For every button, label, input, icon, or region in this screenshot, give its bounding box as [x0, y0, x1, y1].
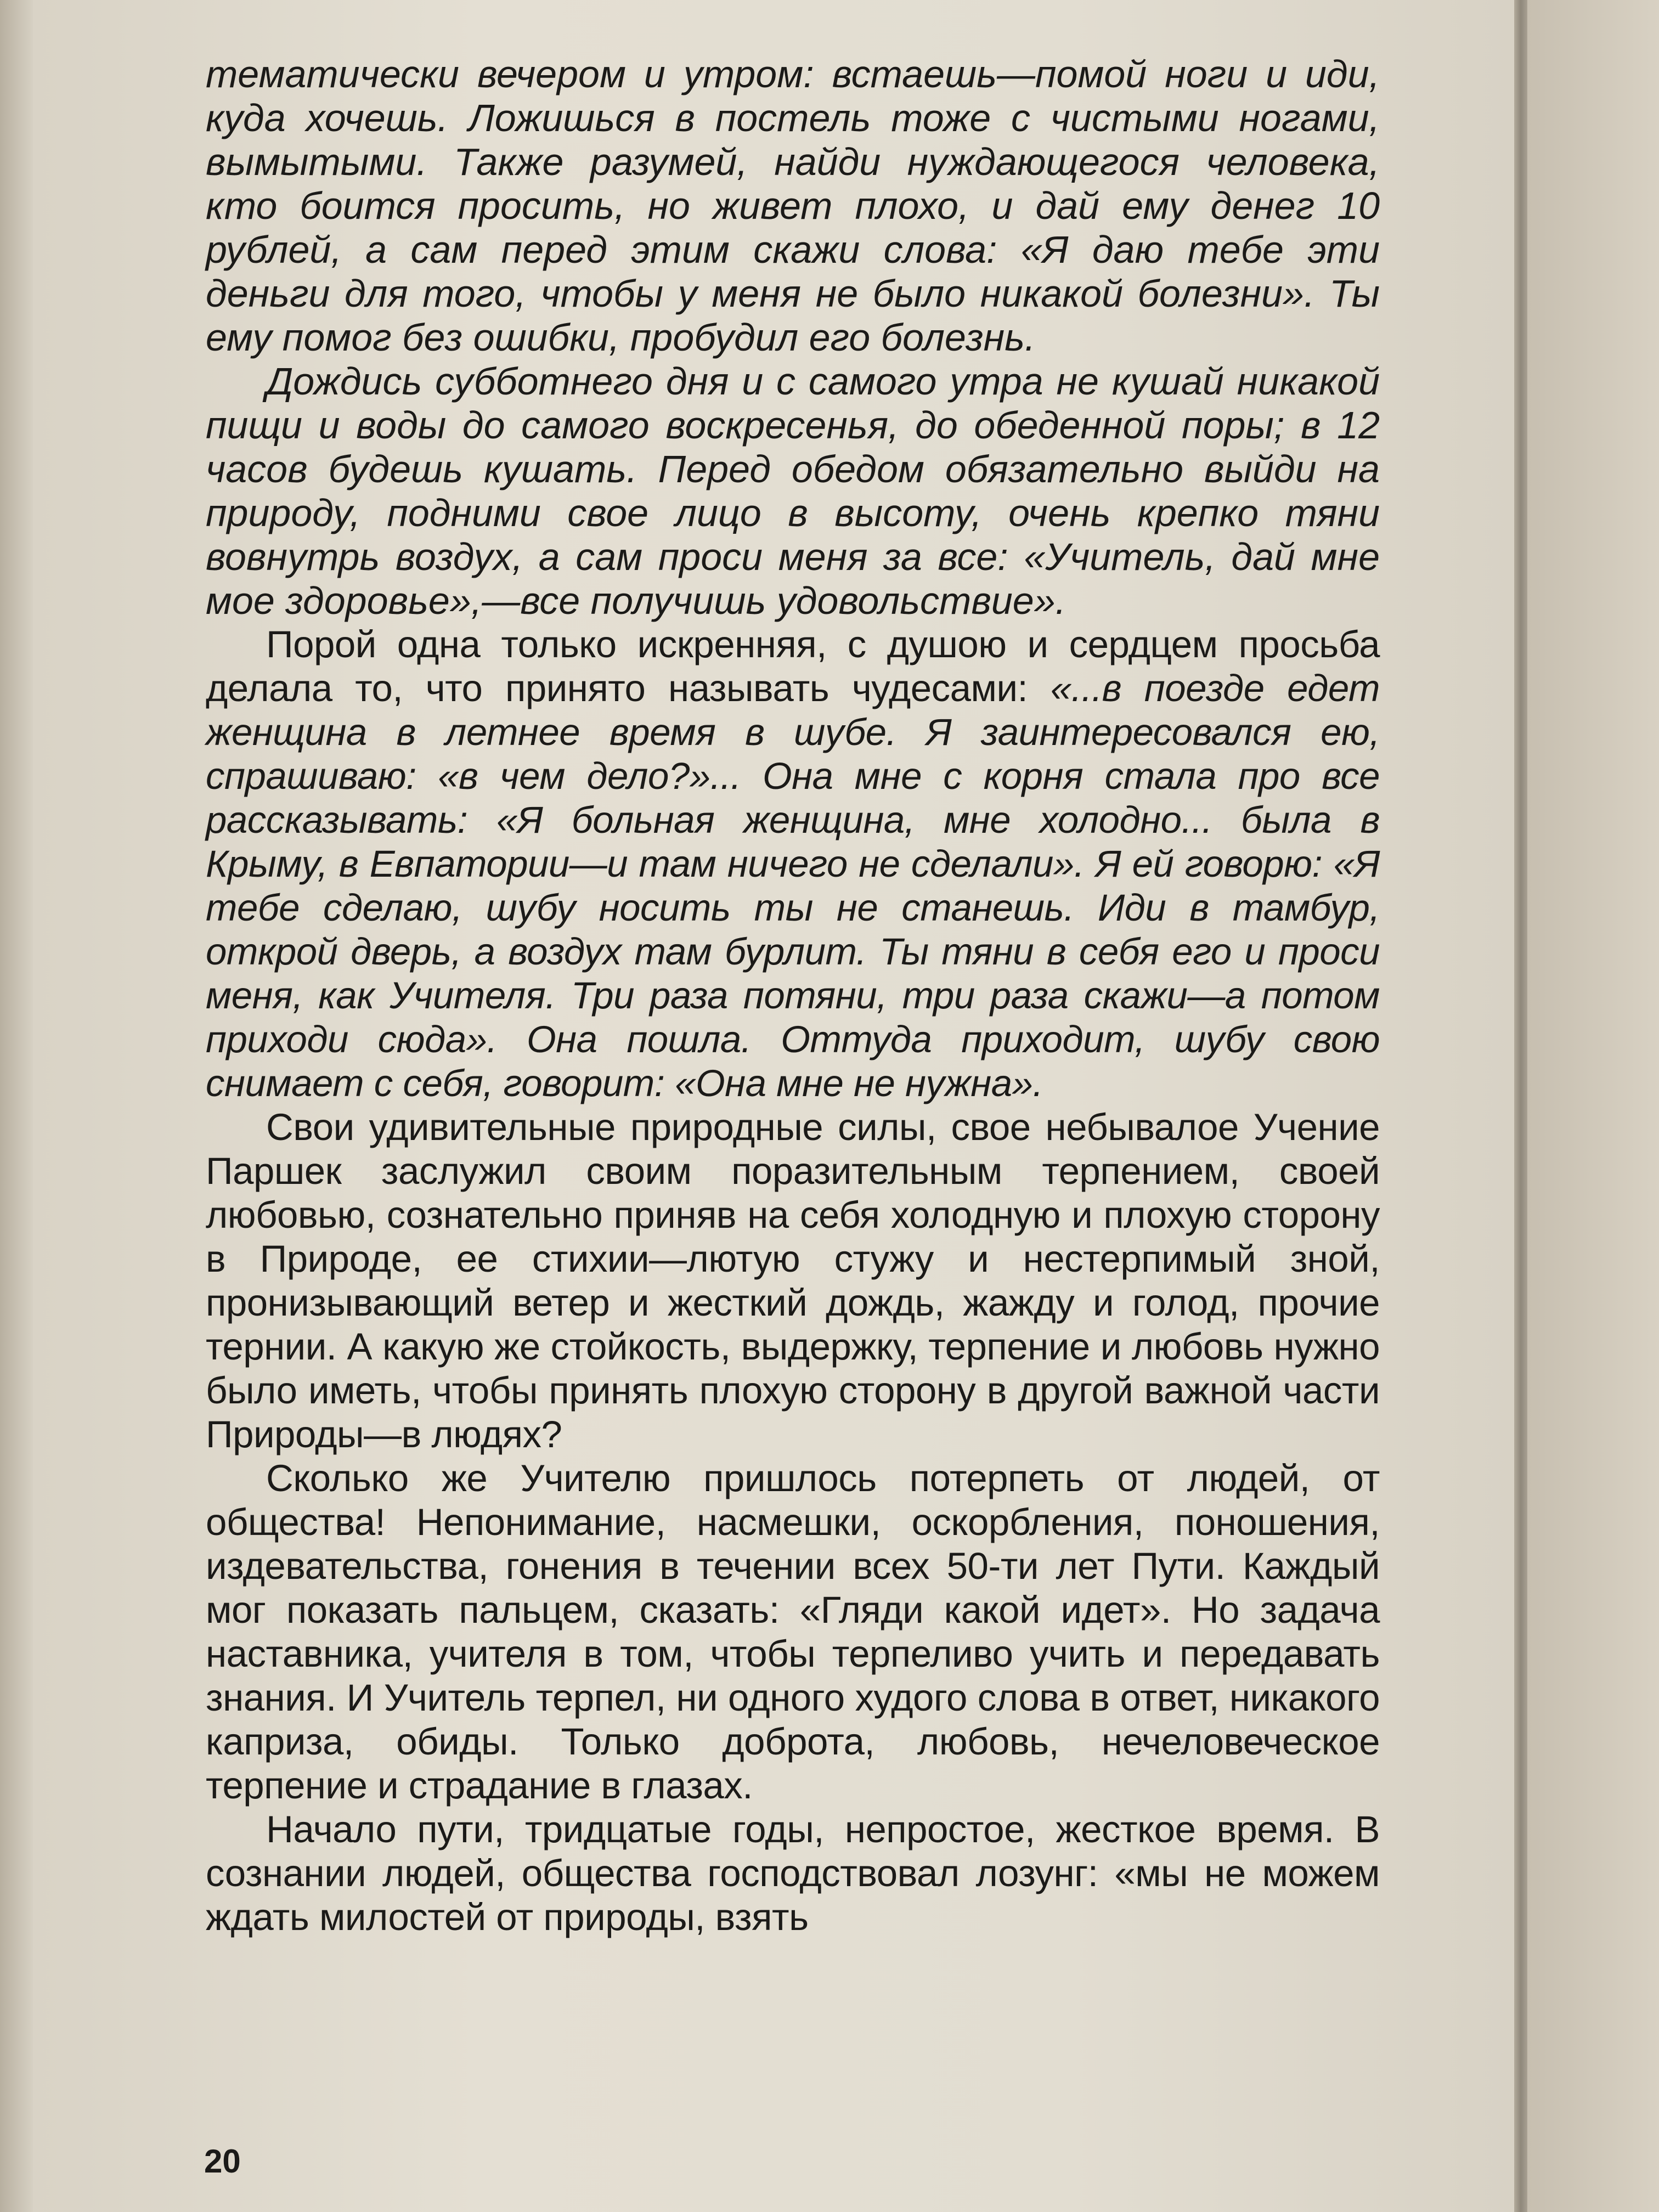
paragraph-4: Свои удивительные природные силы, свое небывалое Учение Паршек заслужил своим поразительным терпением, своей любовью, сознательно приняв на себя холодную и плохую сторону в Природе, ее стихии—лютую стужу и нестерпимый зной, пронизывающий ветер и жесткий дождь, жажду и голод, прочие тернии. А какую же стойкость, выдержку, терпение и любовь нужно было иметь, чтобы принять плохую сторону в другой важной части Природы—в людях?: [206, 1106, 1380, 1455]
paragraph-1: тематически вечером и утром: встаешь—помой ноги и иди, куда хочешь. Ложишься в постель тоже с чистыми ногами, вымытыми. Также разумей, найди нуждающегося человека, кто боится просить, но живет плохо, и дай ему денег 10 рублей, а сам перед этим скажи слова: «Я даю тебе эти деньги для того, чтобы у меня не было никакой болезни». Ты ему помог без ошибки, пробудил его болезнь.: [206, 53, 1380, 359]
paragraph-5: Сколько же Учителю пришлось потерпеть от людей, от общества! Непонимание, насмешки, оскорбления, поношения, издевательства, гонения в течении всех 50-ти лет Пути. Каждый мог показать пальцем, сказать: «Гляди какой идет». Но задача наставника, учителя в том, чтобы терпеливо учить и передавать знания. И Учитель терпел, ни одного худого слова в ответ, никакого каприза, обиды. Только доброта, любовь, нечеловеческое терпение и страдание в глазах.: [206, 1457, 1380, 1807]
adjacent-page-edge: [1527, 0, 1659, 2212]
paragraph-3: [206, 623, 1380, 1105]
paragraph-2: Дождись субботнего дня и с самого утра не кушай никакой пищи и воды до самого воскресенья, до обеденной поры; в 12 часов будешь кушать. Перед обедом обязательно выйди на природу, подними свое лицо в высоту, очень крепко тяни вовнутрь воздух, а сам проси меня за все: «Учитель, дай мне мое здоровье»,—все получишь удовольствие».: [206, 360, 1380, 622]
page-left-shadow: [0, 0, 33, 2212]
paragraph-3-quote: «...в поезде едет женщина в летнее время в шубе. Я заинтересовался ею, спрашиваю: «в чем дело?»... Она мне с корня стала про все рассказывать: «Я больная женщина, мне холодно... была в Крыму, в Евпатории—и там ничего не сделали». Я ей говорю: «Я тебе сделаю, шубу носить ты не станешь. Иди в тамбур, открой дверь, а воздух там бурлит. Ты тяни в себя его и проси меня, как Учителя. Три раза потяни, три раза скажи—а потом приходи сюда». Она пошла. Оттуда приходит, шубу свою снимает с себя, говорит: «Она мне не нужна».: [206, 667, 1380, 1104]
book-gutter: [1514, 0, 1527, 2212]
page-number: 20: [204, 2143, 241, 2180]
page-text: [206, 52, 1380, 1939]
paragraph-6: Начало пути, тридцатые годы, непростое, жесткое время. В сознании людей, общества господствовал лозунг: «мы не можем ждать милостей от природы, взять: [206, 1808, 1380, 1938]
paragraph-3-intro: Порой одна только искренняя, с душою и сердцем просьба делала то, что принято называть чудесами:: [206, 623, 1380, 709]
